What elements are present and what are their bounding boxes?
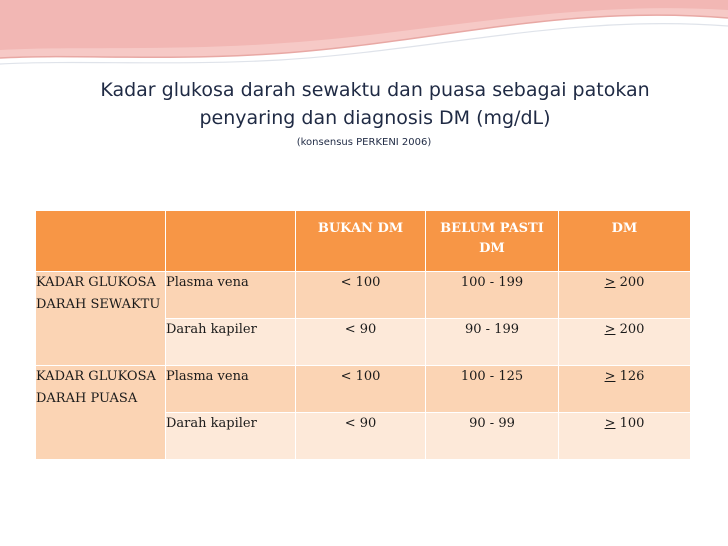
bukan-dm-cell: < 90 bbox=[296, 413, 426, 460]
slide-subtitle: (konsensus PERKENI 2006) bbox=[296, 137, 432, 148]
sample-cell: Darah kapiler bbox=[166, 319, 296, 366]
bukan-dm-cell: < 100 bbox=[296, 272, 426, 319]
header-cell-sample bbox=[166, 211, 296, 272]
sample-cell: Plasma vena bbox=[166, 272, 296, 319]
glucose-criteria-table bbox=[35, 210, 691, 460]
dm-cell bbox=[559, 413, 691, 460]
table-header-row bbox=[36, 211, 691, 272]
dm-value: 200 bbox=[619, 322, 645, 337]
table-row bbox=[36, 366, 691, 413]
bukan-dm-cell: < 100 bbox=[296, 366, 426, 413]
dm-value: 126 bbox=[619, 369, 645, 384]
header-cell-belum-pasti-dm: BELUM PASTI DM bbox=[426, 211, 559, 272]
sample-cell: Plasma vena bbox=[166, 366, 296, 413]
belum-pasti-dm-cell: 100 - 199 bbox=[426, 272, 559, 319]
header-decoration bbox=[0, 0, 728, 80]
slide-title bbox=[40, 76, 710, 132]
table-row bbox=[36, 272, 691, 319]
belum-pasti-dm-cell: 90 - 99 bbox=[426, 413, 559, 460]
dm-cell bbox=[559, 366, 691, 413]
belum-pasti-dm-cell: 90 - 199 bbox=[426, 319, 559, 366]
greater-equal-symbol: > bbox=[604, 275, 616, 290]
sample-cell: Darah kapiler bbox=[166, 413, 296, 460]
group-label-sewaktu: KADAR GLUKOSA DARAH SEWAKTU bbox=[36, 272, 166, 366]
dm-cell bbox=[559, 319, 691, 366]
greater-equal-symbol: > bbox=[604, 369, 616, 384]
header-cell-dm: DM bbox=[559, 211, 691, 272]
belum-pasti-dm-cell: 100 - 125 bbox=[426, 366, 559, 413]
greater-equal-symbol: > bbox=[604, 322, 616, 337]
group-label-puasa: KADAR GLUKOSA DARAH PUASA bbox=[36, 366, 166, 460]
dm-value: 100 bbox=[619, 416, 645, 431]
title-line-1: Kadar glukosa darah sewaktu dan puasa sebagai patokan bbox=[100, 79, 650, 101]
greater-equal-symbol: > bbox=[604, 416, 616, 431]
dm-value: 200 bbox=[619, 275, 645, 290]
header-cell-bukan-dm: BUKAN DM bbox=[296, 211, 426, 272]
bukan-dm-cell: < 90 bbox=[296, 319, 426, 366]
title-line-2: penyaring dan diagnosis DM (mg/dL) bbox=[199, 107, 551, 129]
dm-cell bbox=[559, 272, 691, 319]
header-cell-category bbox=[36, 211, 166, 272]
